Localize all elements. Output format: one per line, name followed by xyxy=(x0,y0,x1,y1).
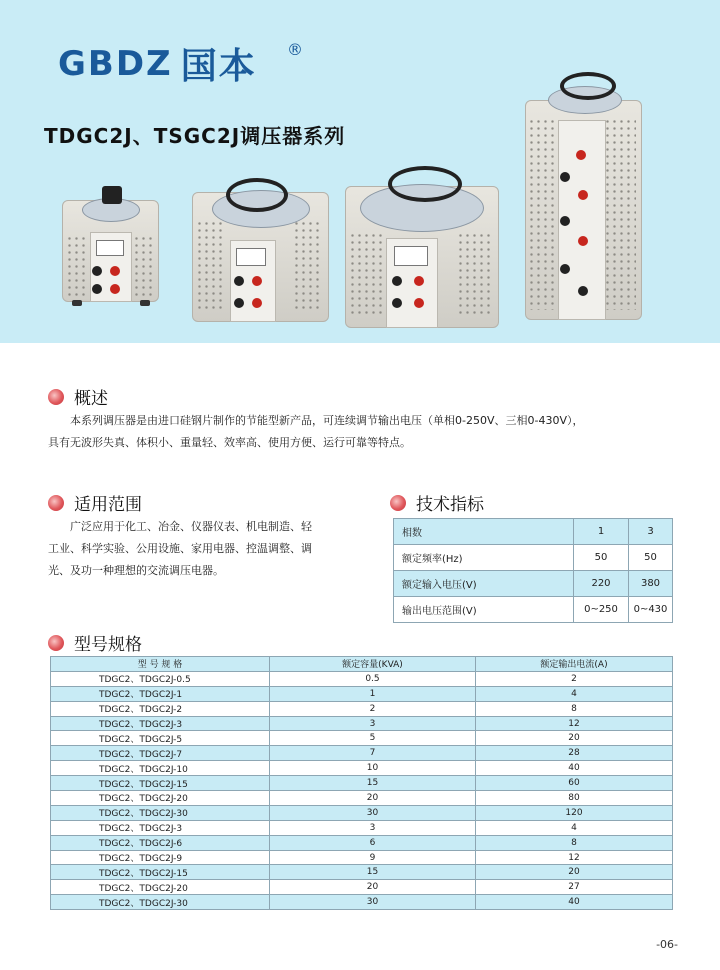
table-row xyxy=(51,865,673,880)
specs-table xyxy=(393,518,673,623)
table-row xyxy=(51,686,673,701)
model-cell-amp: 4 xyxy=(476,686,673,701)
model-cell-name: TDGC2、TDGC2J-30 xyxy=(51,895,270,910)
brand-logo xyxy=(58,38,257,89)
table-row: 相数 1 3 xyxy=(394,519,673,545)
bullet-icon xyxy=(48,495,64,511)
column-header-current: 额定输出电流(A) xyxy=(476,657,673,672)
model-cell-amp: 28 xyxy=(476,746,673,761)
scope-text-line1: 广泛应用于化工、冶金、仪器仪表、机电制造、轻 xyxy=(70,520,312,533)
model-cell-kva: 30 xyxy=(270,895,476,910)
model-cell-name: TDGC2、TDGC2J-7 xyxy=(51,746,270,761)
table-row: 额定频率(Hz) 50 50 xyxy=(394,545,673,571)
overview-heading: 概述 xyxy=(48,384,108,409)
model-cell-name: TDGC2、TDGC2J-3 xyxy=(51,820,270,835)
table-row xyxy=(51,820,673,835)
model-cell-name: TDGC2、TDGC2J-20 xyxy=(51,880,270,895)
model-cell-amp: 2 xyxy=(476,671,673,686)
model-cell-name: TDGC2、TDGC2J-9 xyxy=(51,850,270,865)
model-cell-name: TDGC2、TDGC2J-5 xyxy=(51,731,270,746)
table-row: 额定输入电压(V) 220 380 xyxy=(394,571,673,597)
table-row xyxy=(51,776,673,791)
model-cell-amp: 40 xyxy=(476,761,673,776)
table-row xyxy=(51,850,673,865)
model-cell-amp: 80 xyxy=(476,791,673,806)
model-cell-name: TDGC2、TDGC2J-30 xyxy=(51,805,270,820)
table-row xyxy=(51,880,673,895)
model-cell-amp: 27 xyxy=(476,880,673,895)
model-cell-name: TDGC2、TDGC2J-15 xyxy=(51,776,270,791)
model-cell-kva: 1 xyxy=(270,686,476,701)
model-cell-kva: 9 xyxy=(270,850,476,865)
brand-name: 国本 xyxy=(180,46,257,87)
model-cell-amp: 40 xyxy=(476,895,673,910)
model-cell-kva: 7 xyxy=(270,746,476,761)
table-row xyxy=(51,746,673,761)
scope-heading: 适用范围 xyxy=(48,490,142,515)
table-row: 输出电压范围(V) 0~250 0~430 xyxy=(394,597,673,623)
model-cell-kva: 2 xyxy=(270,701,476,716)
header-banner xyxy=(0,0,720,343)
column-header-model: 型 号 规 格 xyxy=(51,657,270,672)
table-row xyxy=(51,835,673,850)
model-cell-name: TDGC2、TDGC2J-10 xyxy=(51,761,270,776)
model-cell-kva: 3 xyxy=(270,716,476,731)
model-cell-name: TDGC2、TDGC2J-1 xyxy=(51,686,270,701)
model-cell-kva: 6 xyxy=(270,835,476,850)
model-cell-name: TDGC2、TDGC2J-15 xyxy=(51,865,270,880)
scope-text-line2: 工业、科学实验、公用设施、家用电器、控温调整、调 xyxy=(48,542,312,555)
specs-heading: 技术指标 xyxy=(390,490,484,515)
bullet-icon xyxy=(48,635,64,651)
model-cell-name: TDGC2、TDGC2J-3 xyxy=(51,716,270,731)
model-cell-amp: 20 xyxy=(476,731,673,746)
bullet-icon xyxy=(48,389,64,405)
model-cell-name: TDGC2、TDGC2J-2 xyxy=(51,701,270,716)
table-row xyxy=(51,716,673,731)
model-cell-kva: 20 xyxy=(270,791,476,806)
model-cell-name: TDGC2、TDGC2J-20 xyxy=(51,791,270,806)
table-row xyxy=(51,895,673,910)
model-cell-name: TDGC2、TDGC2J-6 xyxy=(51,835,270,850)
bullet-icon xyxy=(390,495,406,511)
model-cell-amp: 8 xyxy=(476,701,673,716)
table-row xyxy=(51,791,673,806)
table-row xyxy=(51,701,673,716)
model-cell-kva: 20 xyxy=(270,880,476,895)
model-cell-kva: 15 xyxy=(270,776,476,791)
table-row xyxy=(51,805,673,820)
model-cell-name: TDGC2、TDGC2J-0.5 xyxy=(51,671,270,686)
registered-icon: ® xyxy=(287,40,303,59)
model-cell-amp: 120 xyxy=(476,805,673,820)
model-cell-amp: 20 xyxy=(476,865,673,880)
scope-text-line3: 光、及功一种理想的交流调压电器。 xyxy=(48,564,224,577)
model-cell-kva: 30 xyxy=(270,805,476,820)
models-table xyxy=(50,656,673,910)
model-cell-amp: 12 xyxy=(476,716,673,731)
model-cell-kva: 3 xyxy=(270,820,476,835)
model-cell-amp: 60 xyxy=(476,776,673,791)
overview-text-line1: 本系列调压器是由进口硅钢片制作的节能型新产品，可连续调节输出电压（单相0-250V、三相0-430V）， xyxy=(70,414,584,427)
model-cell-kva: 5 xyxy=(270,731,476,746)
model-cell-kva: 10 xyxy=(270,761,476,776)
model-cell-amp: 8 xyxy=(476,835,673,850)
table-row xyxy=(51,761,673,776)
table-row xyxy=(51,731,673,746)
model-cell-amp: 12 xyxy=(476,850,673,865)
column-header-capacity: 额定容量(KVA) xyxy=(270,657,476,672)
table-header-row xyxy=(51,657,673,672)
brand-mark: GBDZ xyxy=(58,43,173,84)
overview-text-line2: 具有无波形失真、体积小、重量轻、效率高、使用方便、运行可靠等特点。 xyxy=(48,436,411,449)
table-row xyxy=(51,671,673,686)
model-cell-amp: 4 xyxy=(476,820,673,835)
page-title: TDGC2J、TSGC2J调压器系列 xyxy=(44,124,346,148)
model-cell-kva: 15 xyxy=(270,865,476,880)
page-number: -06- xyxy=(656,938,678,951)
model-cell-kva: 0.5 xyxy=(270,671,476,686)
models-heading: 型号规格 xyxy=(48,630,142,655)
